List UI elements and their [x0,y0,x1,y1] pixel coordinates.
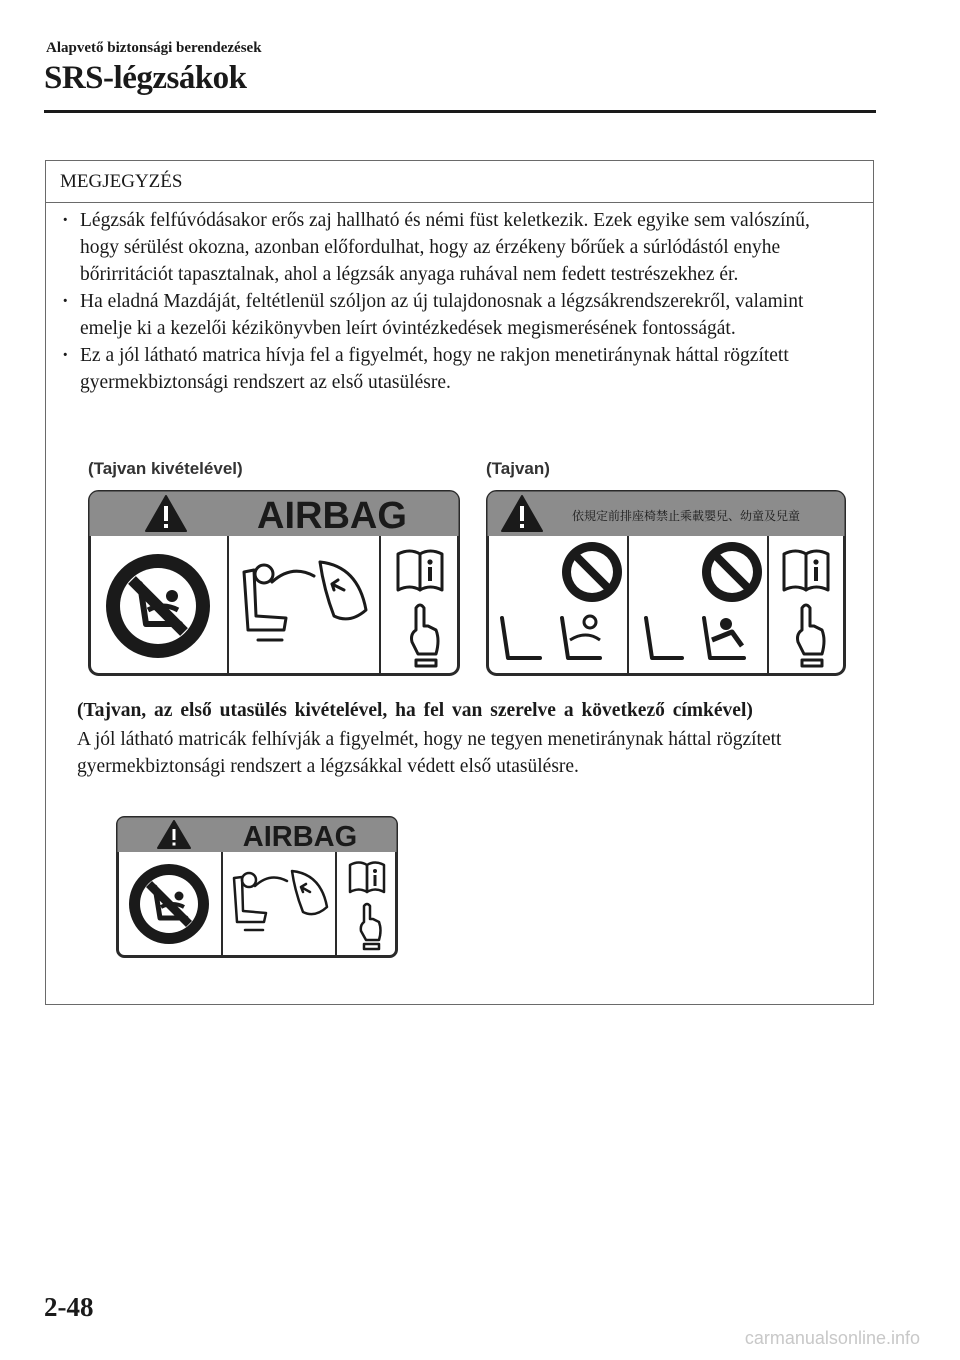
airbag-warning-label-small [116,816,398,958]
taiwan-warning-label [486,490,846,676]
airbag-label-text: AIRBAG [242,821,358,853]
taiwan-section-text: A jól látható matricák felhívják a figyelmét, hogy ne tegyen menetiránynak háttal rögzített gyermekbiztonsági rendszert a légzsákkal védett első utasülésre. [77,729,782,777]
watermark: carmanualsonline.info [744,1328,920,1348]
airbag-warning-label [88,490,460,676]
taiwan-label-text: 依規定前排座椅禁止乘載嬰兒、幼童及兒童 [571,509,801,523]
no-rear-facing-child-seat-icon [106,554,210,658]
page-title: SRS-légzsákok [44,60,247,96]
note-heading: MEGJEGYZÉS [46,161,873,203]
taiwan-section-heading: (Tajvan, az első utasülés kivételével, ha fel van szerelve a következő címkével) [77,700,753,721]
airbag-label-text: AIRBAG [257,495,407,537]
page-number: 2-48 [44,1292,94,1322]
label-caption-taiwan: (Tajvan) [486,459,550,478]
note-bullet: · Ez a jól látható matrica hívja fel a figyelmét, hogy ne rakjon menetiránynak háttal rögzített gyermekbiztonsági rendszert az első utasülésre. [60,342,853,396]
note-body [46,203,873,396]
breadcrumb: Alapvető biztonsági berendezések [46,40,262,56]
no-rear-facing-child-seat-icon [129,864,209,944]
label-caption-except-taiwan: (Tajvan kivételével) [88,459,243,478]
note-bullet: · Ha eladná Mazdáját, feltétlenül szóljon az új tulajdonosnak a légzsákrendszerekről, valamint emelje ki a kezelői kézikönyvben leírt óvintézkedések megismerésének fontosságát. [60,288,853,342]
note-bullet: · Légzsák felfúvódásakor erős zaj hallható és némi füst keletkezik. Ezek egyike sem valószínű, hogy sérülést okozna, azonban előfordulhat, hogy az érzékeny bőrűek a súrlódástól enyhe bőrirritációt tapasztalnak, ahol a légzsák anyaga ruhával nem fedett testrészekhez ér. [60,207,853,288]
title-divider [44,110,876,113]
